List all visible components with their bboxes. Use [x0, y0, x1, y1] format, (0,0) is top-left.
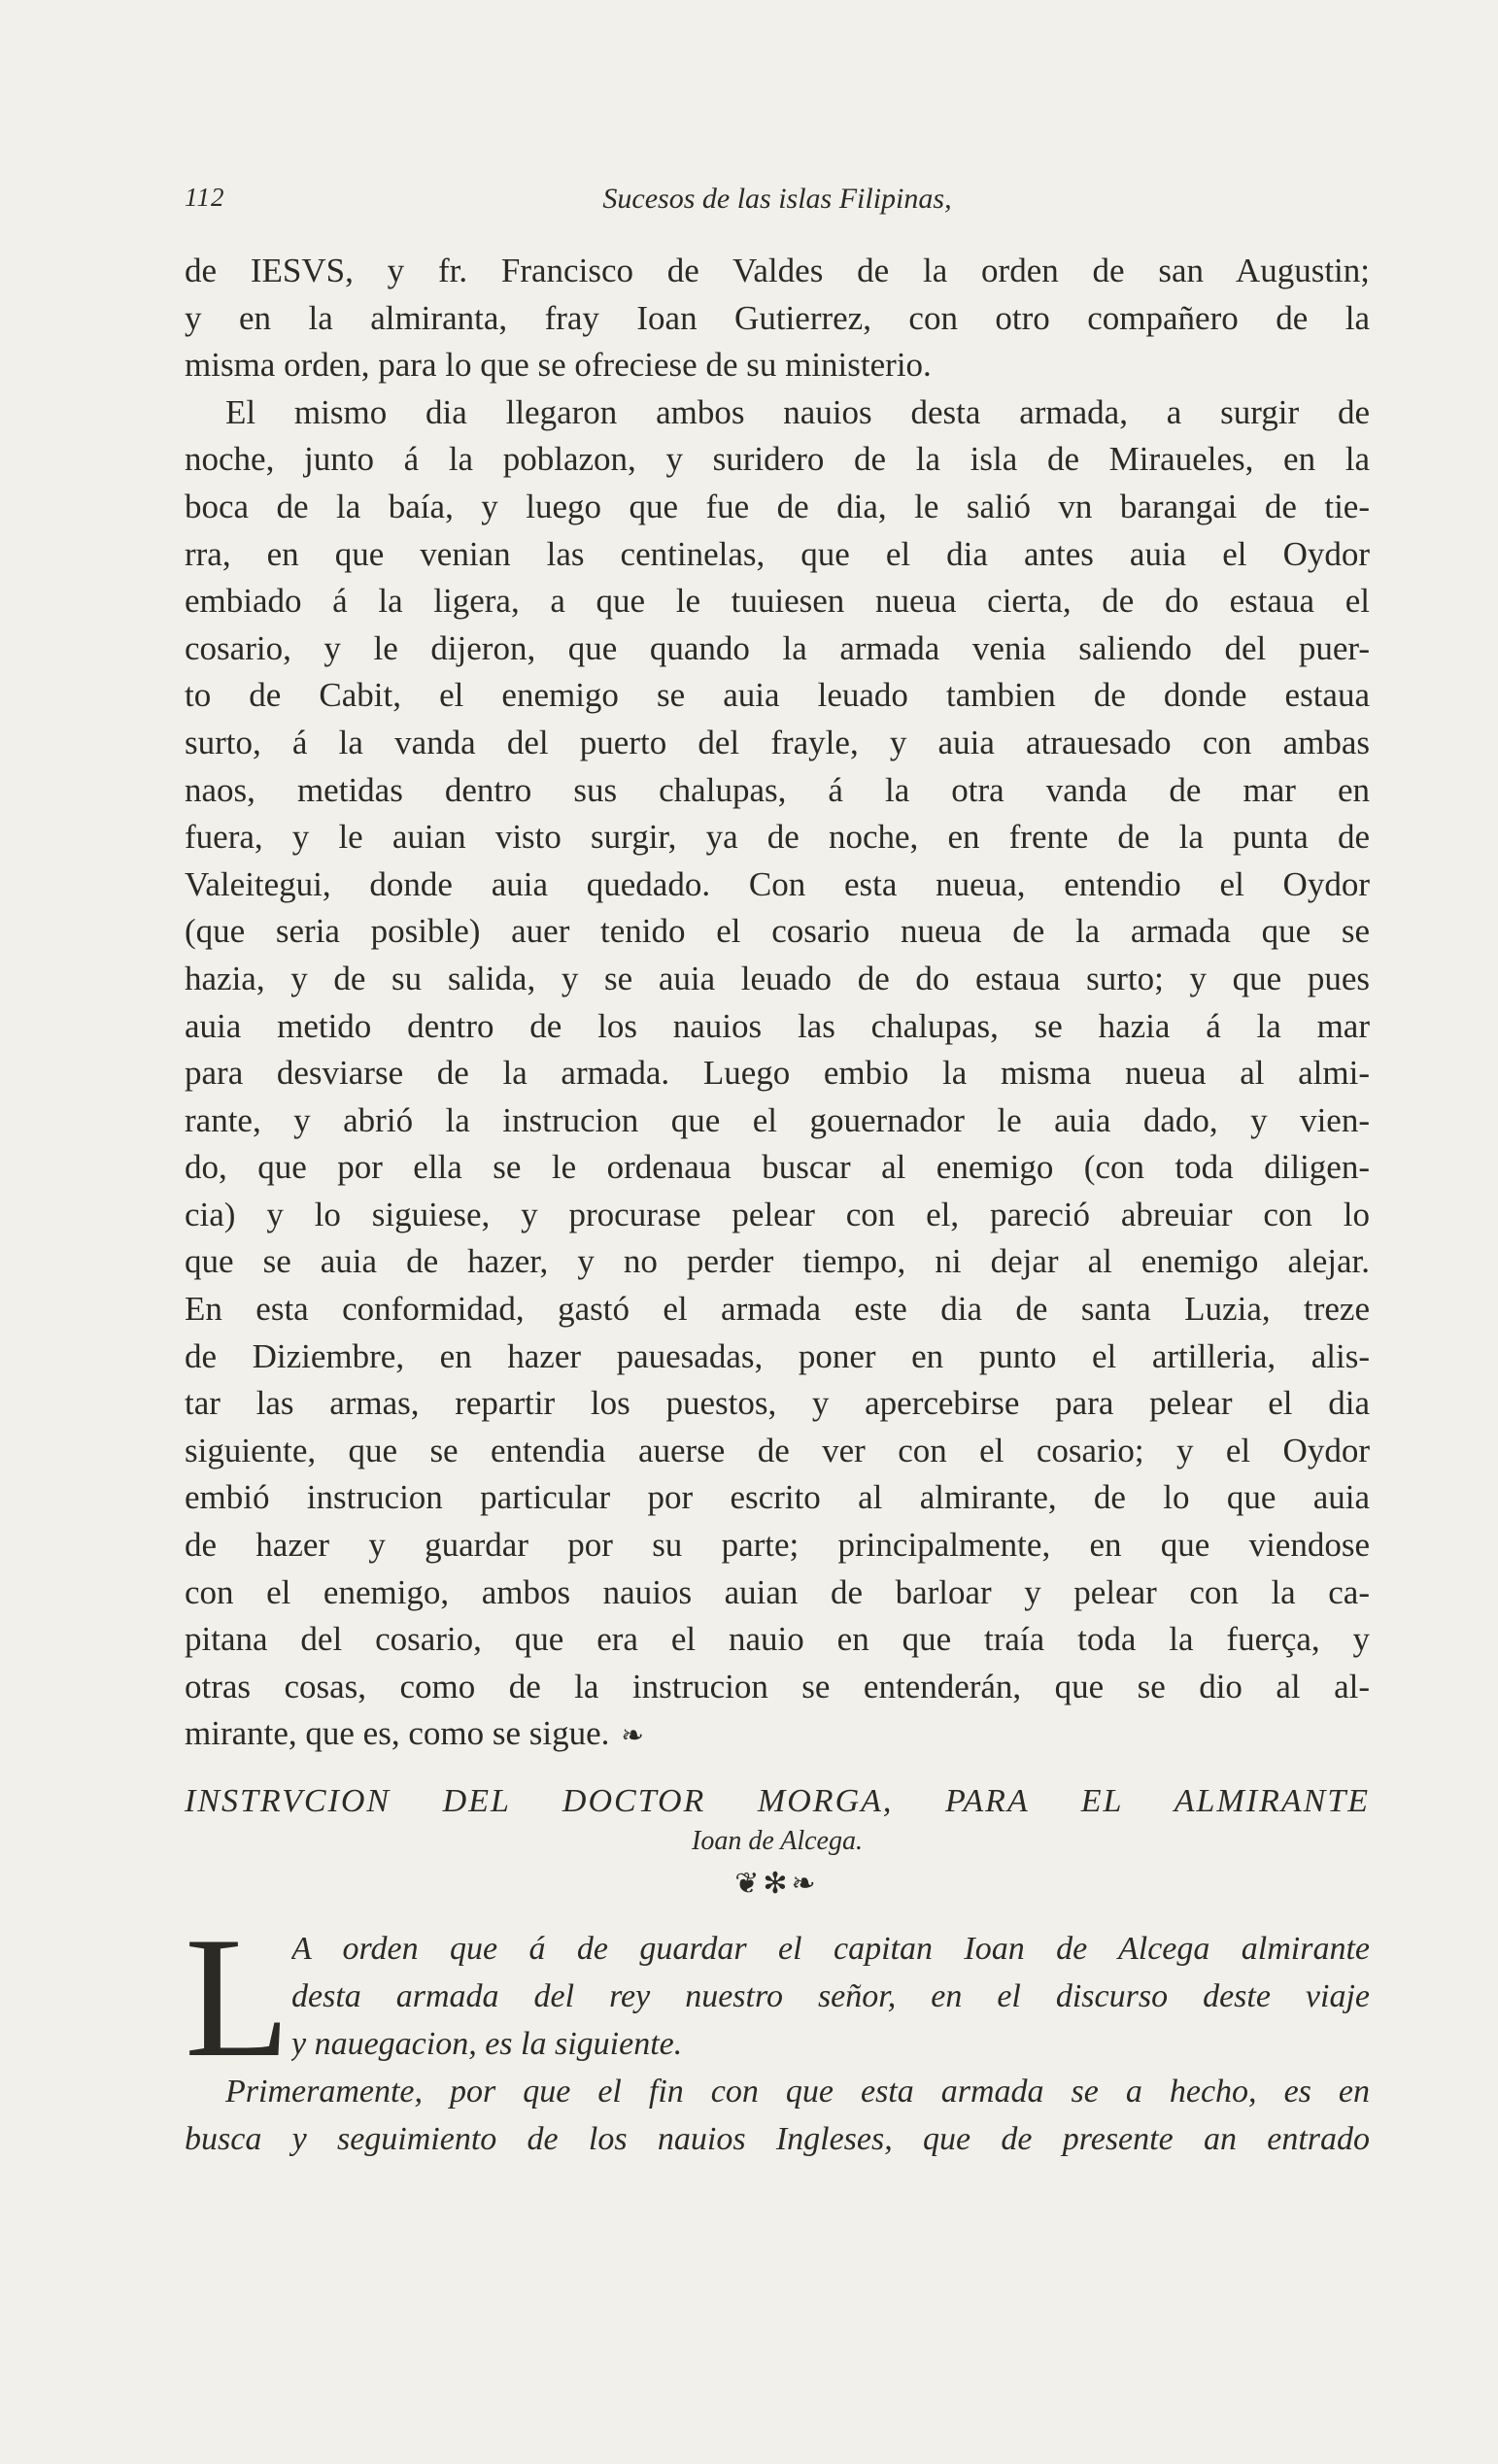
- italic-line: busca y seguimiento de los nauios Ingleses, que de presente an entrado: [185, 2121, 1370, 2157]
- text-line-final: [185, 1710, 1370, 1758]
- text-line: pitana del cosario, que era el nauio en que traía toda la fuerça, y: [185, 1620, 1370, 1659]
- text-line: de IESVS, y fr. Francisco de Valdes de la orden de san Augustin;: [185, 252, 1370, 289]
- text-line: En esta conformidad, gastó el armada este dia de santa Luzia, treze: [185, 1290, 1370, 1329]
- italic-line: Primeramente, por que el fin con que esta armada se a hecho, es en: [225, 2074, 1370, 2110]
- instruction-body: [185, 2068, 1370, 2163]
- text-line: siguiente, que se entendia auerse de ver con el cosario; y el Oydor: [185, 1431, 1370, 1469]
- text-line: boca de la baía, y luego que fue de dia, le salió vn barangai de tie-: [185, 487, 1370, 525]
- text-line: con el enemigo, ambos nauios auian de barloar y pelear con la ca-: [185, 1572, 1370, 1611]
- text-line: de Diziembre, en hazer pauesadas, poner en punto el artilleria, alis-: [185, 1336, 1370, 1375]
- text-line: embió instrucion particular por escrito al almirante, de lo que auia: [185, 1478, 1370, 1517]
- body-text: [185, 248, 1370, 1758]
- text-line: (que seria posible) auer tenido el cosario nueua de la armada que se: [185, 912, 1370, 951]
- text-line: auia metido dentro de los nauios las chalupas, se hazia á la mar: [185, 1006, 1370, 1045]
- text-line: cosario, y le dijeron, que quando la armada venia saliendo del puer-: [185, 628, 1370, 667]
- text-line-final-text: mirante, que es, como se sigue.: [185, 1714, 610, 1753]
- text-line: que se auia de hazer, y no perder tiempo, ni dejar al enemigo alejar.: [185, 1242, 1370, 1281]
- running-head: Sucesos de las islas Filipinas,: [602, 183, 952, 215]
- text-line: rra, en que venian las centinelas, que el dia antes auia el Oydor: [185, 534, 1370, 573]
- text-line: y en la almiranta, fray Ioan Gutierrez, con otro compañero de la: [185, 298, 1370, 337]
- text-line: hazia, y de su salida, y se auia leuado de do estaua surto; y que pues: [185, 959, 1370, 997]
- text-line: El mismo dia llegaron ambos nauios desta armada, a surgir de: [225, 392, 1370, 431]
- text-line: tar las armas, repartir los puestos, y apercebirse para pelear el dia: [185, 1384, 1370, 1423]
- section-subtitle: Ioan de Alcega.: [692, 1826, 863, 1856]
- text-line: naos, metidas dentro sus chalupas, á la otra vanda de mar en: [185, 770, 1370, 809]
- instruction-intro: [291, 1925, 1370, 2068]
- text-line: embiado á la ligera, a que le tuuiesen nueua cierta, de do estaua el: [185, 582, 1370, 621]
- text-line: misma orden, para lo que se ofreciese de su ministerio.: [185, 346, 932, 385]
- fleuron-icon: ❦✻❧: [734, 1868, 820, 1900]
- text-line: cia) y lo siguiese, y procurase pelear con el, pareció abreuiar con lo: [185, 1195, 1370, 1233]
- text-line: de hazer y guardar por su parte; principalmente, en que viendose: [185, 1526, 1370, 1565]
- text-line: Valeitegui, donde auia quedado. Con esta nueua, entendio el Oydor: [185, 864, 1370, 903]
- text-line: para desviarse de la armada. Luego embio la misma nueua al almi-: [185, 1054, 1370, 1093]
- leaf-ornament-icon: ❧: [621, 1721, 644, 1752]
- page-header: [185, 183, 1370, 225]
- italic-line: desta armada del rey nuestro señor, en el discurso deste viaje: [291, 1978, 1370, 2014]
- text-line: noche, junto á la poblazon, y suridero de la isla de Miraueles, en la: [185, 440, 1370, 479]
- text-line: fuera, y le auian visto surgir, ya de noche, en frente de la punta de: [185, 818, 1370, 857]
- text-line: to de Cabit, el enemigo se auia leuado tambien de donde estaua: [185, 676, 1370, 715]
- text-line: rante, y abrió la instrucion que el gouernador le auia dado, y vien-: [185, 1100, 1370, 1139]
- italic-line: A orden que á de guardar el capitan Ioan de Alcega almirante: [291, 1931, 1370, 1967]
- page-number: 112: [185, 183, 225, 212]
- section-title: INSTRVCION DEL DOCTOR MORGA, PARA EL ALMIRANTE: [185, 1783, 1370, 1819]
- text-line: do, que por ella se le ordenaua buscar al enemigo (con toda diligen-: [185, 1148, 1370, 1187]
- text-line: otras cosas, como de la instrucion se entenderán, que se dio al al-: [185, 1667, 1370, 1705]
- drop-cap: L: [185, 1901, 290, 2093]
- text-line: surto, á la vanda del puerto del frayle, y auia atrauesado con ambas: [185, 723, 1370, 761]
- italic-line: y nauegacion, es la siguiente.: [291, 2026, 683, 2062]
